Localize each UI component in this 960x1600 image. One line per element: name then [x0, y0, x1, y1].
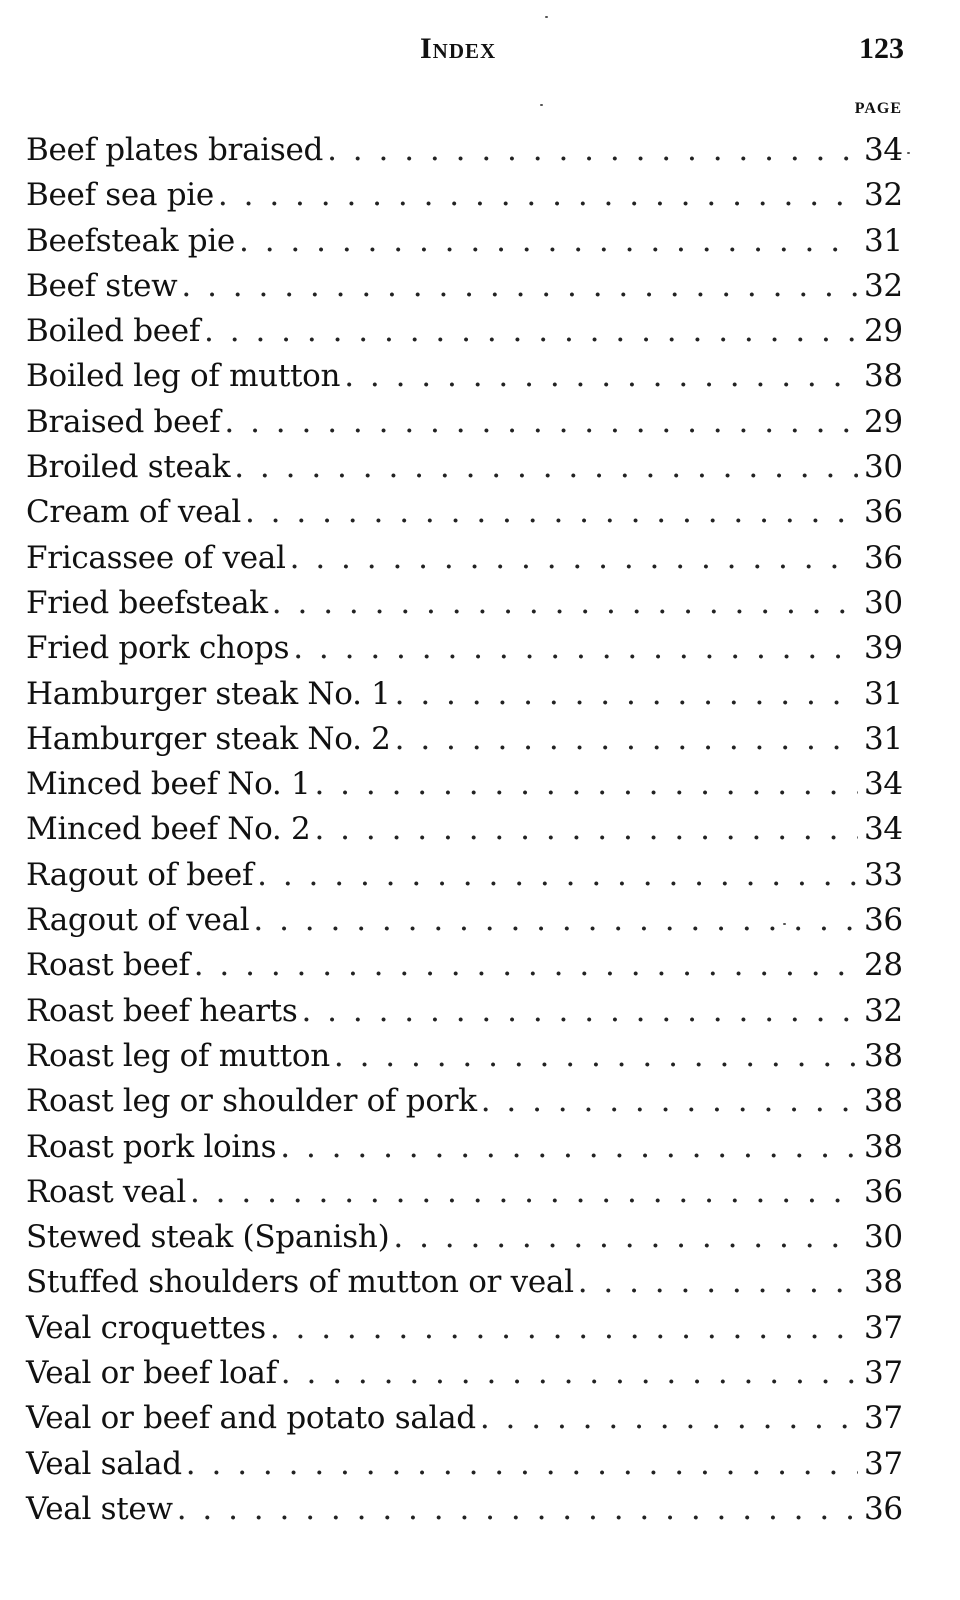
index-entry — [26, 943, 902, 988]
index-entry — [26, 536, 902, 581]
dot-leader — [239, 219, 858, 264]
entry-title: Boiled leg of mutton — [26, 358, 341, 395]
dot-leader — [481, 1079, 858, 1124]
entry-page-number: 37 — [864, 1400, 903, 1437]
index-entry — [26, 264, 902, 309]
dot-leader — [327, 128, 858, 173]
entry-title: Veal croquettes — [26, 1309, 266, 1346]
dot-leader — [218, 173, 858, 218]
entry-page-number: 29 — [864, 403, 903, 440]
page-column-label: PAGE — [854, 100, 902, 117]
entry-page-number: 38 — [864, 1037, 903, 1074]
index-entry — [26, 354, 902, 399]
index-entry — [26, 1215, 902, 1260]
entry-page-number: 36 — [864, 494, 903, 531]
dot-leader — [234, 445, 858, 490]
index-entry — [26, 1396, 902, 1441]
dot-leader — [344, 354, 858, 399]
dot-leader — [204, 309, 858, 354]
entry-title: Minced beef No. 1 — [26, 766, 311, 803]
entry-page-number: 31 — [864, 222, 903, 259]
dot-leader — [314, 807, 858, 852]
scan-speck — [540, 104, 543, 106]
entry-title: Roast veal — [26, 1173, 186, 1210]
entry-page-number: 33 — [864, 856, 903, 893]
scan-speck — [907, 152, 910, 154]
index-entry — [26, 219, 902, 264]
index-entry — [26, 1351, 902, 1396]
index-entry — [26, 898, 902, 943]
entry-page-number: 32 — [864, 267, 903, 304]
index-entry-list — [26, 128, 902, 1532]
entry-page-number: 32 — [864, 177, 903, 214]
entry-page-number: 36 — [864, 1490, 903, 1527]
index-entry — [26, 400, 902, 445]
entry-page-number: 31 — [864, 720, 903, 757]
entry-title: Ragout of veal — [26, 902, 250, 939]
index-entry — [26, 1079, 902, 1124]
entry-page-number: 30 — [864, 584, 903, 621]
page-number: 123 — [859, 32, 904, 65]
entry-page-number: 36 — [864, 1173, 903, 1210]
entry-title: Beef sea pie — [26, 177, 214, 214]
entry-title: Veal or beef loaf — [26, 1355, 277, 1392]
entry-page-number: 38 — [864, 1128, 903, 1165]
entry-title: Braised beef — [26, 403, 221, 440]
entry-page-number: 37 — [864, 1355, 903, 1392]
index-entry — [26, 581, 902, 626]
page-title: Index — [420, 32, 497, 65]
entry-page-number: 37 — [864, 1309, 903, 1346]
dot-leader — [301, 989, 858, 1034]
index-entry — [26, 173, 902, 218]
entry-title: Cream of veal — [26, 494, 241, 531]
index-entry — [26, 445, 902, 490]
index-entry — [26, 853, 902, 898]
entry-title: Broiled steak — [26, 449, 231, 486]
entry-page-number: 30 — [864, 1219, 903, 1256]
entry-title: Roast beef hearts — [26, 992, 298, 1029]
scan-speck — [545, 16, 548, 18]
dot-leader — [190, 1170, 858, 1215]
dot-leader — [280, 1125, 858, 1170]
index-entry — [26, 989, 902, 1034]
dot-leader — [177, 1487, 858, 1532]
entry-page-number: 31 — [864, 675, 903, 712]
dot-leader — [293, 626, 858, 671]
entry-page-number: 38 — [864, 1083, 903, 1120]
dot-leader — [334, 1034, 858, 1079]
entry-title: Veal stew — [26, 1490, 173, 1527]
entry-page-number: 38 — [864, 1264, 903, 1301]
index-entry — [26, 1306, 902, 1351]
dot-leader — [224, 400, 858, 445]
entry-title: Beef stew — [26, 267, 178, 304]
entry-title: Hamburger steak No. 2 — [26, 720, 391, 757]
index-entry — [26, 1034, 902, 1079]
entry-title: Fried pork chops — [26, 630, 290, 667]
entry-title: Roast leg or shoulder of pork — [26, 1083, 477, 1120]
entry-page-number: 30 — [864, 449, 903, 486]
entry-page-number: 39 — [864, 630, 903, 667]
dot-leader — [253, 898, 858, 943]
dot-leader — [257, 853, 858, 898]
index-entry — [26, 490, 902, 535]
entry-page-number: 34 — [864, 766, 903, 803]
entry-title: Stewed steak (Spanish) — [26, 1219, 390, 1256]
entry-title: Roast pork loins — [26, 1128, 277, 1165]
index-entry — [26, 1442, 902, 1487]
page-header — [0, 32, 960, 72]
entry-title: Fried beefsteak — [26, 584, 268, 621]
index-entry — [26, 672, 902, 717]
entry-page-number: 34 — [864, 132, 903, 168]
dot-leader — [245, 490, 858, 535]
entry-page-number: 32 — [864, 992, 903, 1029]
entry-title: Minced beef No. 2 — [26, 811, 311, 848]
index-entry — [26, 807, 902, 852]
entry-title: Veal salad — [26, 1445, 182, 1482]
entry-title: Fricassee of veal — [26, 539, 286, 576]
scan-speck — [783, 923, 786, 925]
index-entry — [26, 626, 902, 671]
entry-title: Veal or beef and potato salad — [26, 1400, 476, 1437]
dot-leader — [270, 1306, 858, 1351]
index-entry — [26, 1260, 902, 1305]
index-entry — [26, 1125, 902, 1170]
entry-title: Beef plates braised — [26, 132, 324, 168]
entry-title: Beefsteak pie — [26, 222, 235, 259]
index-entry — [26, 762, 902, 807]
dot-leader — [181, 264, 858, 309]
dot-leader — [395, 672, 858, 717]
index-entry — [26, 309, 902, 354]
dot-leader — [281, 1351, 858, 1396]
entry-title: Roast beef — [26, 947, 190, 984]
dot-leader — [480, 1396, 858, 1441]
index-entry — [26, 128, 902, 173]
entry-title: Roast leg of mutton — [26, 1037, 330, 1074]
entry-title: Stuffed shoulders of mutton or veal — [26, 1264, 574, 1301]
index-entry — [26, 1170, 902, 1215]
dot-leader — [314, 762, 858, 807]
dot-leader — [393, 1215, 858, 1260]
entry-page-number: 28 — [864, 947, 903, 984]
entry-title: Hamburger steak No. 1 — [26, 675, 391, 712]
entry-page-number: 37 — [864, 1445, 903, 1482]
entry-title: Boiled beef — [26, 313, 201, 350]
entry-page-number: 36 — [864, 539, 903, 576]
entry-page-number: 38 — [864, 358, 903, 395]
dot-leader — [194, 943, 858, 988]
entry-page-number: 34 — [864, 811, 903, 848]
dot-leader — [290, 536, 858, 581]
entry-title: Ragout of beef — [26, 856, 254, 893]
entry-page-number: 36 — [864, 902, 903, 939]
dot-leader — [186, 1442, 858, 1487]
dot-leader — [272, 581, 858, 626]
entry-page-number: 29 — [864, 313, 903, 350]
dot-leader — [395, 717, 858, 762]
index-entry — [26, 1487, 902, 1532]
dot-leader — [578, 1260, 858, 1305]
index-entry — [26, 717, 902, 762]
